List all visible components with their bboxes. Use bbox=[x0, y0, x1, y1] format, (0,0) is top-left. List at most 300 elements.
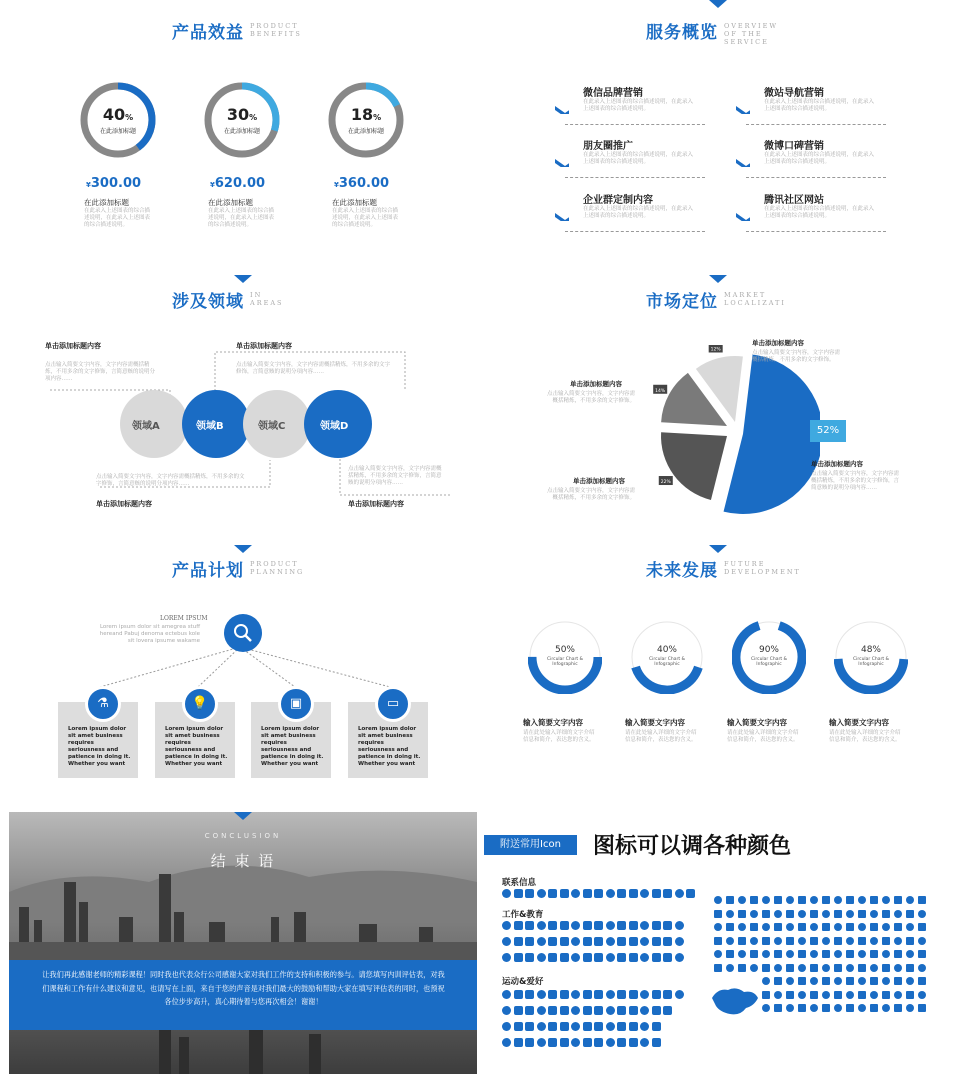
glyph-icon bbox=[774, 964, 782, 972]
glyph-icon bbox=[858, 910, 866, 918]
glyph-icon bbox=[762, 977, 770, 985]
glyph-icon bbox=[537, 921, 546, 930]
glyph-icon bbox=[525, 1006, 534, 1015]
glyph-icon bbox=[640, 1006, 649, 1015]
glyph-icon bbox=[663, 889, 672, 898]
service-desc: 在此录入上述图表的综合描述说明，在此录入上述图表的综合描述说明。 bbox=[583, 206, 694, 219]
future-sub: Circular Chart & Infographic bbox=[750, 657, 788, 667]
glyph-icon bbox=[571, 953, 580, 962]
glyph-icon bbox=[834, 937, 842, 945]
glyph-icon bbox=[810, 964, 818, 972]
market-big-label: 52% bbox=[810, 420, 846, 442]
section-notch bbox=[234, 275, 252, 283]
future-desc: 请在此处输入详细的文字介绍信息和简介，表达您的含义。 bbox=[829, 730, 901, 743]
glyph-icon bbox=[726, 937, 734, 945]
glyph-icon bbox=[906, 910, 914, 918]
benefit-desc: 在此录入上述图表的综合描述说明，在此录入上述图表的综合描述说明。 bbox=[208, 208, 275, 228]
glyph-icon bbox=[583, 953, 592, 962]
glyph-icon bbox=[502, 953, 511, 962]
icons-group-sport: 运动&爱好 bbox=[502, 977, 544, 987]
glyph-icon bbox=[583, 921, 592, 930]
glyph-icon bbox=[822, 937, 830, 945]
glyph-icon bbox=[846, 937, 854, 945]
glyph-icon bbox=[906, 977, 914, 985]
pie-label: 14% bbox=[655, 388, 666, 394]
glyph-icon bbox=[846, 950, 854, 958]
glyph-icon bbox=[594, 1022, 603, 1031]
glyph-icon bbox=[726, 896, 734, 904]
glyph-icon bbox=[834, 1004, 842, 1012]
glyph-icon bbox=[894, 977, 902, 985]
glyph-icon bbox=[640, 921, 649, 930]
glyph-icon bbox=[617, 953, 626, 962]
glyph-icon bbox=[846, 923, 854, 931]
conclusion-band bbox=[9, 960, 477, 1030]
glyph-icon bbox=[571, 1038, 580, 1047]
glyph-icon bbox=[858, 923, 866, 931]
glyph-icon bbox=[537, 1038, 546, 1047]
service-divider bbox=[565, 177, 705, 178]
future-percent: 48% bbox=[860, 645, 881, 655]
glyph-icon bbox=[918, 896, 926, 904]
area-label-a: 领域A bbox=[132, 421, 160, 432]
glyph-icon bbox=[834, 964, 842, 972]
service-title: 朋友圈推广 bbox=[583, 141, 633, 152]
glyph-icon bbox=[652, 1022, 661, 1031]
glyph-icon bbox=[675, 990, 684, 999]
service-title: 企业群定制内容 bbox=[583, 195, 653, 206]
glyph-icon bbox=[594, 937, 603, 946]
glyph-icon bbox=[606, 937, 615, 946]
glyph-icon bbox=[918, 964, 926, 972]
market-note-1-desc: 点击输入简要文字内容，文字内容需概括精炼，不用多余的文字修饰。 bbox=[752, 350, 841, 363]
glyph-icon bbox=[894, 950, 902, 958]
glyph-icon bbox=[870, 991, 878, 999]
glyph-icon bbox=[537, 990, 546, 999]
glyph-icon bbox=[810, 910, 818, 918]
glyph-icon bbox=[798, 1004, 806, 1012]
glyph-icon bbox=[525, 1038, 534, 1047]
future-percent: 50% bbox=[554, 645, 575, 655]
glyph-icon bbox=[629, 1006, 638, 1015]
services-subtitle: OVERVIEW OF THE SERVICE bbox=[724, 22, 779, 46]
glyph-icon bbox=[525, 889, 534, 898]
pie-label: 22% bbox=[660, 480, 671, 486]
glyph-icon bbox=[762, 991, 770, 999]
glyph-icon bbox=[762, 910, 770, 918]
plan-card-text: Lorem ipsum dolor sit amet business requires seriousness and patience in doing it. Whether you want bbox=[261, 726, 324, 767]
glyph-icon bbox=[617, 990, 626, 999]
glyph-icon bbox=[786, 896, 794, 904]
glyph-icon bbox=[606, 889, 615, 898]
glyph-icon bbox=[594, 990, 603, 999]
glyph-icon bbox=[514, 1022, 523, 1031]
areas-top-right-desc: 点击输入简要文字内容，文字内容需概括精炼，不用多余的文字修饰，言简意赅的说明分项内容…… bbox=[236, 362, 391, 375]
glyph-icon bbox=[675, 953, 684, 962]
glyph-icon bbox=[906, 991, 914, 999]
glyph-icon bbox=[750, 923, 758, 931]
glyph-icon bbox=[525, 921, 534, 930]
glyph-icon bbox=[738, 910, 746, 918]
glyph-icon bbox=[583, 937, 592, 946]
pie-label: 12% bbox=[710, 347, 721, 353]
benefit-label: 在此添加标题 bbox=[208, 198, 253, 207]
areas-bottom-left-title: 单击添加标题内容 bbox=[96, 500, 152, 508]
glyph-icon bbox=[571, 921, 580, 930]
glyph-icon bbox=[822, 910, 830, 918]
glyph-icon bbox=[870, 923, 878, 931]
glyph-icon bbox=[858, 991, 866, 999]
glyph-icon bbox=[617, 1022, 626, 1031]
glyph-icon bbox=[686, 889, 695, 898]
glyph-icon bbox=[882, 937, 890, 945]
chevron-down-icon bbox=[736, 106, 750, 114]
glyph-icon bbox=[617, 1006, 626, 1015]
benefit-price: ¥360.00 bbox=[334, 176, 390, 191]
plan-header bbox=[172, 556, 330, 581]
future-sub: Circular Chart & Infographic bbox=[648, 657, 686, 667]
glyph-icon bbox=[798, 937, 806, 945]
benefits-subtitle: PRODUCT BENEFITS bbox=[250, 22, 302, 38]
glyph-icon bbox=[858, 1004, 866, 1012]
glyph-icon bbox=[906, 964, 914, 972]
glyph-icon bbox=[870, 950, 878, 958]
glyph-icon bbox=[786, 910, 794, 918]
glyph-icon bbox=[583, 1006, 592, 1015]
future-label: 输入简要文字内容 bbox=[727, 718, 787, 727]
glyph-icon bbox=[652, 990, 661, 999]
glyph-icon bbox=[514, 889, 523, 898]
glyph-icon bbox=[560, 1038, 569, 1047]
glyph-icon bbox=[894, 964, 902, 972]
areas-bottom-right-title: 单击添加标题内容 bbox=[348, 500, 404, 508]
glyph-icon bbox=[822, 991, 830, 999]
benefit-desc: 在此录入上述图表的综合描述说明，在此录入上述图表的综合描述说明。 bbox=[332, 208, 399, 228]
icons-group-contact: 联系信息 bbox=[502, 878, 537, 888]
plan-search-button[interactable] bbox=[224, 614, 262, 652]
future-label: 输入简要文字内容 bbox=[523, 718, 583, 727]
glyph-icon bbox=[834, 950, 842, 958]
glyph-icon bbox=[640, 937, 649, 946]
glyph-icon bbox=[617, 921, 626, 930]
monitor-icon[interactable]: ▭ bbox=[375, 686, 411, 722]
glyph-icon bbox=[663, 953, 672, 962]
benefit-label: 在此添加标题 bbox=[84, 198, 129, 207]
service-divider bbox=[746, 177, 886, 178]
benefit-label: 在此添加标题 bbox=[332, 198, 377, 207]
future-desc: 请在此处输入详细的文字介绍信息和简介，表达您的含义。 bbox=[625, 730, 697, 743]
glyph-icon bbox=[774, 950, 782, 958]
glyph-icon bbox=[870, 977, 878, 985]
plan-lorem-desc: Lorem ipsum dolor sit amegrea stuff hereand Pabuj denoma ectebus kole sit lovera ipsume wakame bbox=[99, 624, 200, 644]
glyph-icon bbox=[525, 937, 534, 946]
glyph-icon bbox=[798, 896, 806, 904]
service-title: 微信品牌营销 bbox=[583, 88, 643, 99]
benefit-ring-label: 在此添加标题 bbox=[99, 128, 136, 135]
glyph-icon bbox=[537, 1022, 546, 1031]
areas-subtitle: IN AREAS bbox=[250, 291, 284, 307]
benefit-percent: 18% bbox=[350, 105, 382, 124]
glyph-icon bbox=[870, 964, 878, 972]
glyph-icon bbox=[774, 923, 782, 931]
glyph-icon bbox=[786, 950, 794, 958]
glyph-icon bbox=[514, 1038, 523, 1047]
glyph-icon bbox=[594, 889, 603, 898]
glyph-icon bbox=[714, 923, 722, 931]
glyph-icon bbox=[502, 1022, 511, 1031]
glyph-icon bbox=[750, 910, 758, 918]
glyph-icon bbox=[798, 910, 806, 918]
service-title: 腾讯社区网站 bbox=[764, 195, 824, 206]
glyph-icon bbox=[750, 937, 758, 945]
glyph-icon bbox=[762, 896, 770, 904]
glyph-icon bbox=[918, 950, 926, 958]
glyph-icon bbox=[894, 923, 902, 931]
future-sub: Circular Chart & Infographic bbox=[546, 657, 584, 667]
market-note-1-title: 单击添加标题内容 bbox=[752, 339, 804, 347]
glyph-icon bbox=[537, 937, 546, 946]
icons-tag: 附送常用Icon bbox=[484, 835, 577, 855]
search-icon bbox=[224, 614, 262, 652]
future-desc: 请在此处输入详细的文字介绍信息和简介，表达您的含义。 bbox=[727, 730, 799, 743]
glyph-icon bbox=[738, 964, 746, 972]
glyph-icon bbox=[663, 990, 672, 999]
market-note-3-title: 单击添加标题内容 bbox=[811, 460, 863, 468]
areas-diagram bbox=[40, 330, 460, 520]
market-note-4-title: 单击添加标题内容 bbox=[573, 477, 625, 485]
glyph-icon bbox=[810, 977, 818, 985]
glyph-icon bbox=[652, 921, 661, 930]
glyph-icon bbox=[675, 921, 684, 930]
glyph-icon bbox=[594, 953, 603, 962]
glyph-icon bbox=[822, 964, 830, 972]
future-percent: 90% bbox=[758, 645, 779, 655]
conclusion-body: 让我们再此感谢老师的精彩课程！同时我也代表众行公司感谢大家对我们工作的支持和积极的参与。请您填写内训评估表，对我们课程和工作有什么建议和意见，也请写在上面，来自于您的声音是对我们最大的鼓励和帮助大家在填写评估表的同时，也预祝各位步步高升，真心期待着与您再次相会！谢谢！ bbox=[42, 970, 445, 1006]
glyph-icon bbox=[894, 910, 902, 918]
glyph-icon bbox=[571, 1006, 580, 1015]
glyph-icon bbox=[502, 921, 511, 930]
glyph-icon bbox=[738, 923, 746, 931]
service-desc: 在此录入上述图表的综合描述说明，在此录入上述图表的综合描述说明。 bbox=[583, 99, 694, 112]
glyph-icon bbox=[786, 923, 794, 931]
glyph-icon bbox=[629, 937, 638, 946]
future-title: 未来发展 bbox=[646, 561, 718, 581]
glyph-icon bbox=[548, 921, 557, 930]
glyph-icon bbox=[502, 937, 511, 946]
glyph-icon bbox=[894, 991, 902, 999]
glyph-icon bbox=[834, 991, 842, 999]
market-header bbox=[646, 287, 804, 312]
glyph-icon bbox=[738, 896, 746, 904]
service-divider bbox=[746, 231, 886, 232]
glyph-icon bbox=[571, 990, 580, 999]
market-pie-chart bbox=[640, 345, 820, 515]
glyph-icon bbox=[514, 1006, 523, 1015]
market-title: 市场定位 bbox=[646, 292, 718, 312]
area-label-d: 领域D bbox=[320, 421, 349, 432]
glyph-icon bbox=[629, 1038, 638, 1047]
glyph-icon bbox=[762, 923, 770, 931]
glyph-icon bbox=[640, 1022, 649, 1031]
glyph-icon bbox=[882, 923, 890, 931]
glyph-icon bbox=[640, 953, 649, 962]
glyph-icon bbox=[918, 923, 926, 931]
future-sub: Circular Chart & Infographic bbox=[852, 657, 890, 667]
glyph-icon bbox=[548, 937, 557, 946]
glyph-icon bbox=[774, 991, 782, 999]
conclusion-title: 结 束 语 bbox=[210, 852, 276, 870]
glyph-icon bbox=[726, 964, 734, 972]
glyph-icon bbox=[834, 977, 842, 985]
glyph-icon bbox=[774, 896, 782, 904]
glyph-icon bbox=[762, 937, 770, 945]
glyph-icon bbox=[894, 1004, 902, 1012]
glyph-icon bbox=[870, 937, 878, 945]
glyph-icon bbox=[560, 953, 569, 962]
glyph-icon bbox=[906, 1004, 914, 1012]
glyph-icon bbox=[502, 889, 511, 898]
area-label-b: 领域B bbox=[196, 421, 224, 432]
glyph-icon bbox=[846, 991, 854, 999]
glyph-icon bbox=[846, 910, 854, 918]
glyph-icon bbox=[726, 950, 734, 958]
glyph-icon bbox=[640, 990, 649, 999]
flask-icon[interactable]: ⚗ bbox=[85, 686, 121, 722]
market-note-2-desc: 点击输入简要文字内容，文字内容需概括精炼，不用多余的文字修饰。 bbox=[546, 391, 635, 404]
glyph-icon bbox=[906, 950, 914, 958]
glyph-icon bbox=[798, 977, 806, 985]
wallet-icon[interactable]: ▣ bbox=[278, 686, 314, 722]
glyph-icon bbox=[738, 937, 746, 945]
glyph-icon bbox=[786, 991, 794, 999]
glyph-icon bbox=[870, 896, 878, 904]
benefit-percent: 40% bbox=[102, 105, 134, 124]
future-percent: 40% bbox=[656, 645, 677, 655]
glyph-icon bbox=[870, 1004, 878, 1012]
glyph-icon bbox=[640, 889, 649, 898]
benefit-price: ¥620.00 bbox=[210, 176, 266, 191]
benefit-desc: 在此录入上述图表的综合描述说明，在此录入上述图表的综合描述说明。 bbox=[84, 208, 151, 228]
china-map-icon bbox=[710, 984, 760, 1020]
glyph-icon bbox=[762, 964, 770, 972]
chevron-down-icon bbox=[736, 159, 750, 167]
glyph-icon bbox=[663, 1006, 672, 1015]
glyph-icon bbox=[548, 953, 557, 962]
glyph-icon bbox=[629, 1022, 638, 1031]
glyph-icon bbox=[858, 937, 866, 945]
glyph-icon bbox=[786, 977, 794, 985]
glyph-icon bbox=[894, 896, 902, 904]
glyph-icon bbox=[502, 1038, 511, 1047]
plan-card-text: Lorem ipsum dolor sit amet business requires seriousness and patience in doing it. Whether you want bbox=[165, 726, 228, 767]
conclusion-en: CONCLUSION bbox=[204, 832, 282, 840]
glyph-icon bbox=[514, 937, 523, 946]
glyph-icon bbox=[525, 1022, 534, 1031]
glyph-icon bbox=[537, 889, 546, 898]
glyph-icon bbox=[560, 921, 569, 930]
glyph-icon bbox=[617, 1038, 626, 1047]
future-header bbox=[646, 556, 804, 581]
areas-bottom-left-desc: 点击输入简要文字内容，文字内容需概括精炼，不用多余的文字修饰，言简意赅的说明分项内容…… bbox=[96, 474, 245, 487]
glyph-icon bbox=[774, 910, 782, 918]
glyph-icon bbox=[882, 896, 890, 904]
glyph-icon bbox=[882, 964, 890, 972]
glyph-icon bbox=[571, 937, 580, 946]
glyph-icon bbox=[786, 937, 794, 945]
glyph-icon bbox=[502, 990, 511, 999]
glyph-icon bbox=[594, 1038, 603, 1047]
plan-card-text: Lorem ipsum dolor sit amet business requires seriousness and patience in doing it. Whether you want bbox=[358, 726, 421, 767]
areas-top-left-title: 单击添加标题内容 bbox=[45, 342, 101, 350]
glyph-icon bbox=[629, 921, 638, 930]
glyph-icon bbox=[846, 1004, 854, 1012]
bulb-icon[interactable]: 💡 bbox=[182, 686, 218, 722]
future-label: 输入简要文字内容 bbox=[625, 718, 685, 727]
glyph-icon bbox=[786, 964, 794, 972]
benefits-title: 产品效益 bbox=[172, 23, 244, 43]
glyph-icon bbox=[918, 977, 926, 985]
section-notch bbox=[709, 545, 727, 553]
section-notch bbox=[709, 275, 727, 283]
glyph-icon bbox=[822, 977, 830, 985]
glyph-icon bbox=[714, 937, 722, 945]
glyph-icon bbox=[822, 896, 830, 904]
glyph-icon bbox=[652, 1038, 661, 1047]
glyph-icon bbox=[870, 910, 878, 918]
glyph-icon bbox=[629, 990, 638, 999]
glyph-icon bbox=[774, 1004, 782, 1012]
glyph-icon bbox=[514, 921, 523, 930]
glyph-icon bbox=[606, 1038, 615, 1047]
service-title: 微站导航营销 bbox=[764, 88, 824, 99]
glyph-icon bbox=[594, 921, 603, 930]
section-notch bbox=[234, 812, 252, 820]
service-desc: 在此录入上述图表的综合描述说明，在此录入上述图表的综合描述说明。 bbox=[583, 152, 694, 165]
glyph-icon bbox=[750, 896, 758, 904]
glyph-icon bbox=[918, 910, 926, 918]
glyph-icon bbox=[750, 964, 758, 972]
glyph-icon bbox=[560, 889, 569, 898]
chevron-down-icon bbox=[555, 106, 569, 114]
areas-top-left-desc: 点击输入简要文字内容，文字内容需概括精炼，不用多余的文字修饰，言简意赅的说明分项内容…… bbox=[45, 362, 156, 382]
glyph-icon bbox=[606, 953, 615, 962]
glyph-icon bbox=[594, 1006, 603, 1015]
glyph-icon bbox=[537, 953, 546, 962]
glyph-icon bbox=[810, 896, 818, 904]
glyph-icon bbox=[858, 950, 866, 958]
benefit-price: ¥300.00 bbox=[86, 176, 142, 191]
glyph-icon bbox=[834, 910, 842, 918]
glyph-icon bbox=[774, 937, 782, 945]
glyph-icon bbox=[882, 991, 890, 999]
glyph-icon bbox=[762, 950, 770, 958]
glyph-icon bbox=[810, 937, 818, 945]
glyph-icon bbox=[786, 1004, 794, 1012]
plan-card-text: Lorem ipsum dolor sit amet business requires seriousness and patience in doing it. Whether you want bbox=[68, 726, 131, 767]
section-notch bbox=[709, 0, 727, 8]
glyph-icon bbox=[834, 896, 842, 904]
glyph-icon bbox=[640, 1038, 649, 1047]
glyph-icon bbox=[846, 964, 854, 972]
glyph-icon bbox=[822, 1004, 830, 1012]
glyph-icon bbox=[858, 977, 866, 985]
market-subtitle: MARKET LOCALIZATI bbox=[724, 291, 786, 307]
glyph-icon bbox=[918, 991, 926, 999]
glyph-icon bbox=[882, 950, 890, 958]
glyph-icon bbox=[663, 937, 672, 946]
market-note-2-title: 单击添加标题内容 bbox=[570, 380, 622, 388]
glyph-icon bbox=[918, 937, 926, 945]
